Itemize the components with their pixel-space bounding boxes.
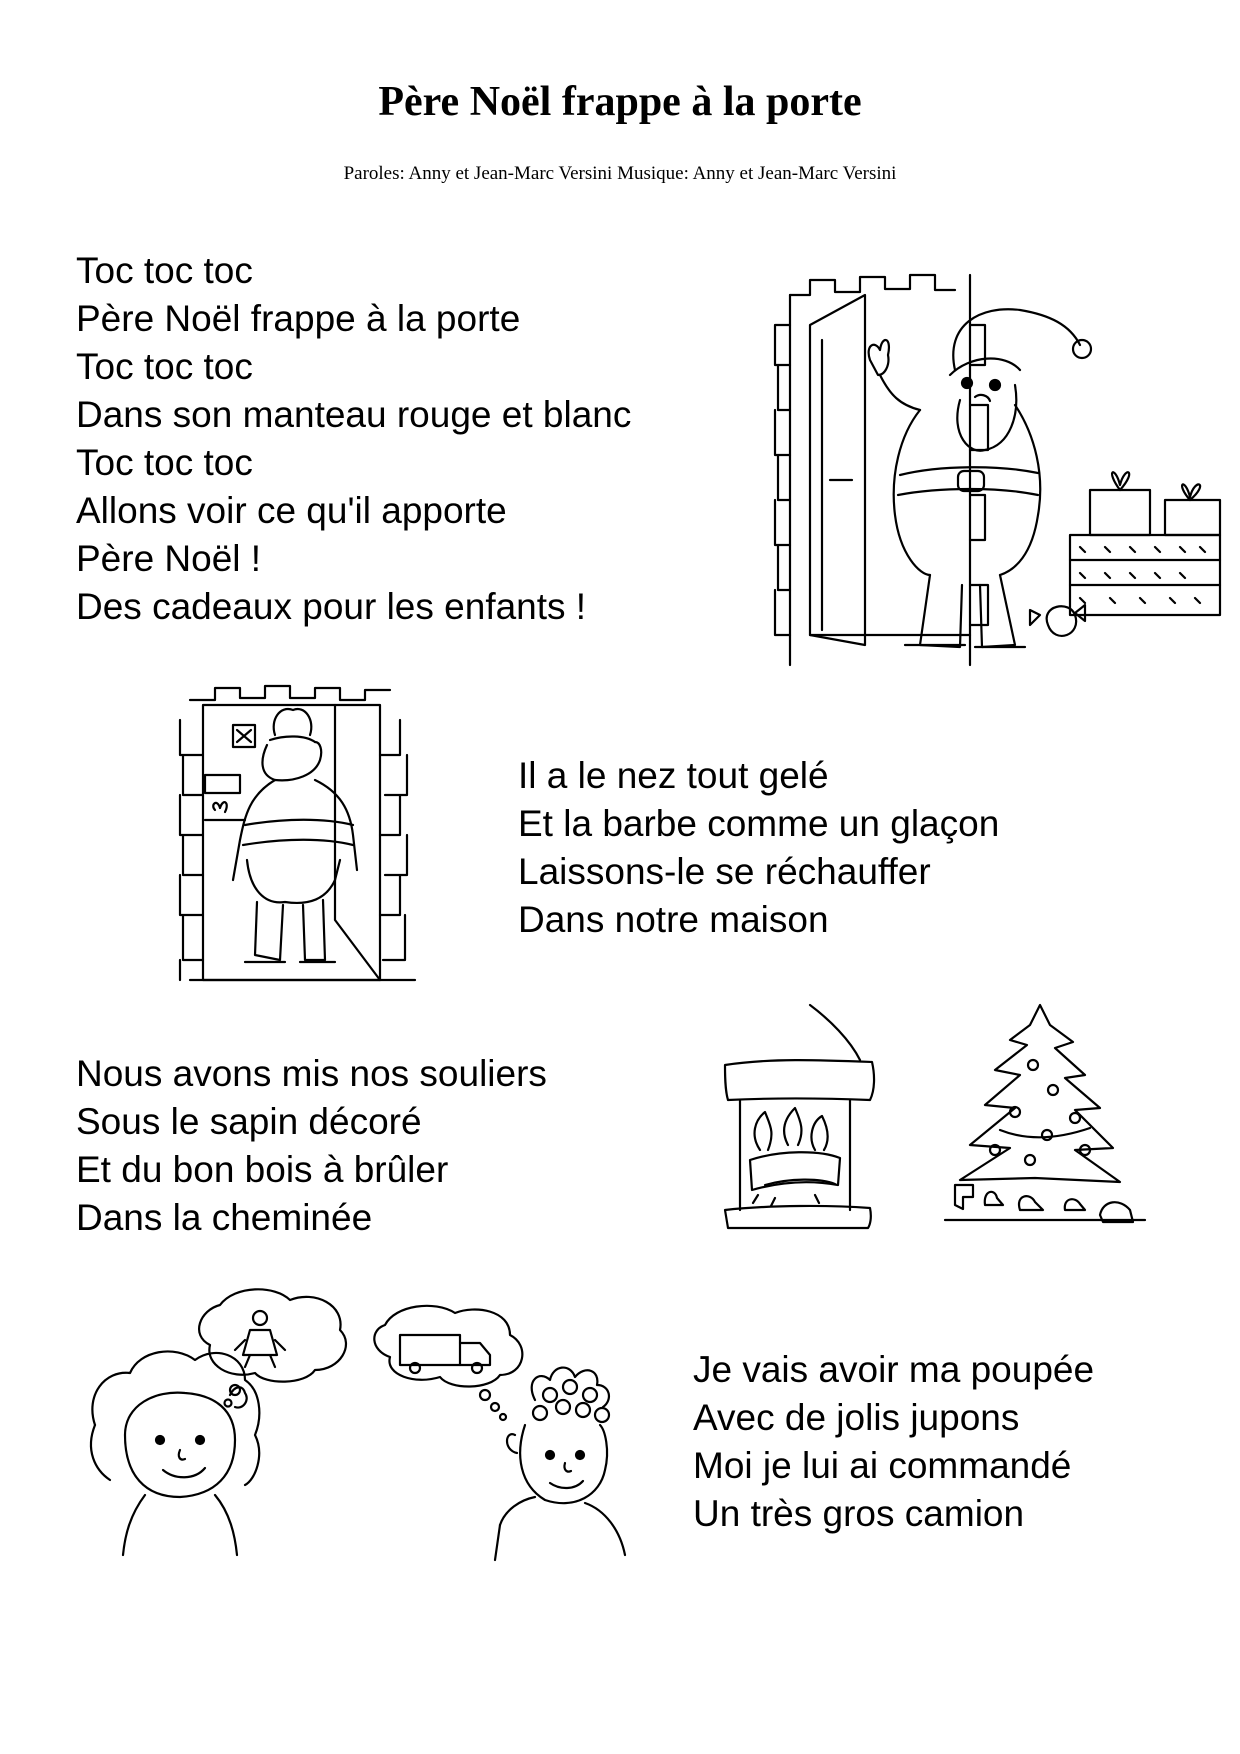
- verse-line: Dans son manteau rouge et blanc: [76, 394, 632, 435]
- verse-line: Avec de jolis jupons: [693, 1397, 1020, 1438]
- verse-4: [693, 1346, 1094, 1538]
- verse-line: Toc toc toc: [76, 442, 253, 483]
- santa-knocking-door-icon: [770, 265, 1230, 685]
- verse-line: Allons voir ce qu'il apporte: [76, 490, 507, 531]
- verse-line: Sous le sapin décoré: [76, 1101, 422, 1142]
- verse-line: Des cadeaux pour les enfants !: [76, 586, 587, 627]
- song-title: Père Noël frappe à la porte: [378, 79, 862, 125]
- santa-back-doorway-icon: [175, 680, 435, 985]
- verse-2: [518, 752, 999, 944]
- fireplace-icon: [720, 1000, 890, 1235]
- verse-line: Dans la cheminée: [76, 1197, 373, 1238]
- verse-3: [76, 1050, 547, 1242]
- verse-line: Un très gros camion: [693, 1493, 1025, 1534]
- verse-line: Laissons-le se réchauffer: [518, 851, 931, 892]
- verse-line: Il a le nez tout gelé: [518, 755, 829, 796]
- verse-1: [76, 247, 631, 631]
- verse-line: Père Noël !: [76, 538, 262, 579]
- verse-line: Et du bon bois à brûler: [76, 1149, 449, 1190]
- children-dreaming-icon: [85, 1285, 655, 1565]
- verse-line: Père Noël frappe à la porte: [76, 298, 521, 339]
- verse-line: Je vais avoir ma poupée: [693, 1349, 1095, 1390]
- verse-line: Toc toc toc: [76, 346, 253, 387]
- verse-line: Et la barbe comme un glaçon: [518, 803, 1000, 844]
- verse-line: Moi je lui ai commandé: [693, 1445, 1072, 1486]
- song-credits: Paroles: Anny et Jean-Marc Versini Musique: Anny et Jean-Marc Versini: [343, 163, 897, 184]
- christmas-tree-shoes-icon: [935, 1000, 1150, 1240]
- verse-line: Nous avons mis nos souliers: [76, 1053, 547, 1094]
- verse-line: Toc toc toc: [76, 250, 253, 291]
- verse-line: Dans notre maison: [518, 899, 829, 940]
